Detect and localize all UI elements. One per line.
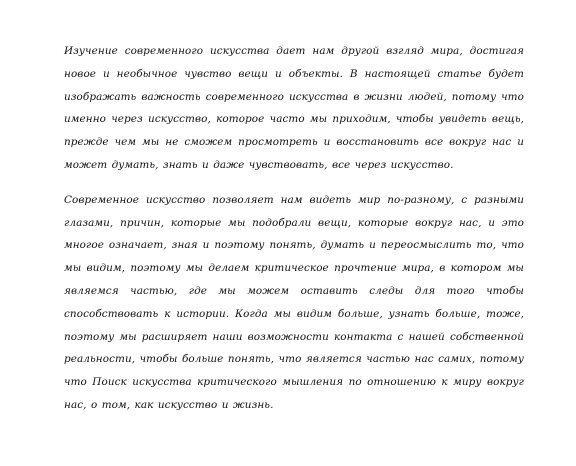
- paragraph-2: Современное искусство позволяет нам видеть мир по-разному, с разными глазами, причин, которые мы подобрали вещи, которые вокруг нас, и это многое означает, зная и поэтому понять, думать и переосмыслить то, что мы видим, поэтому мы делаем критическое прочтение мира, в котором мы являемся частью, где мы можем оставить следы для того чтобы способствовать к истории. Когда мы видим больше, узнать больше, тоже, поэтому мы расширяет наши возможности контакта с нашей собственной реальности, чтобы больше понять, что является частью нас самих, потому что Поиск искусства критического мышления по отношению к миру вокруг нас, о том, как искусство и жизнь.: [64, 193, 524, 411]
- paragraph-1: Изучение современного искусства дает нам другой взгляд мира, достигая новое и необычное чувство вещи и объекты. В настоящей статье будет изображать важность современного искусства в жизни людей, потому что именно через искусство, которое часто мы приходим, чтобы увидеть вещь, прежде чем мы не сможем просмотреть и восстановить все вокруг нас и может думать, знать и даже чувствовать, все через искусство.: [64, 45, 524, 171]
